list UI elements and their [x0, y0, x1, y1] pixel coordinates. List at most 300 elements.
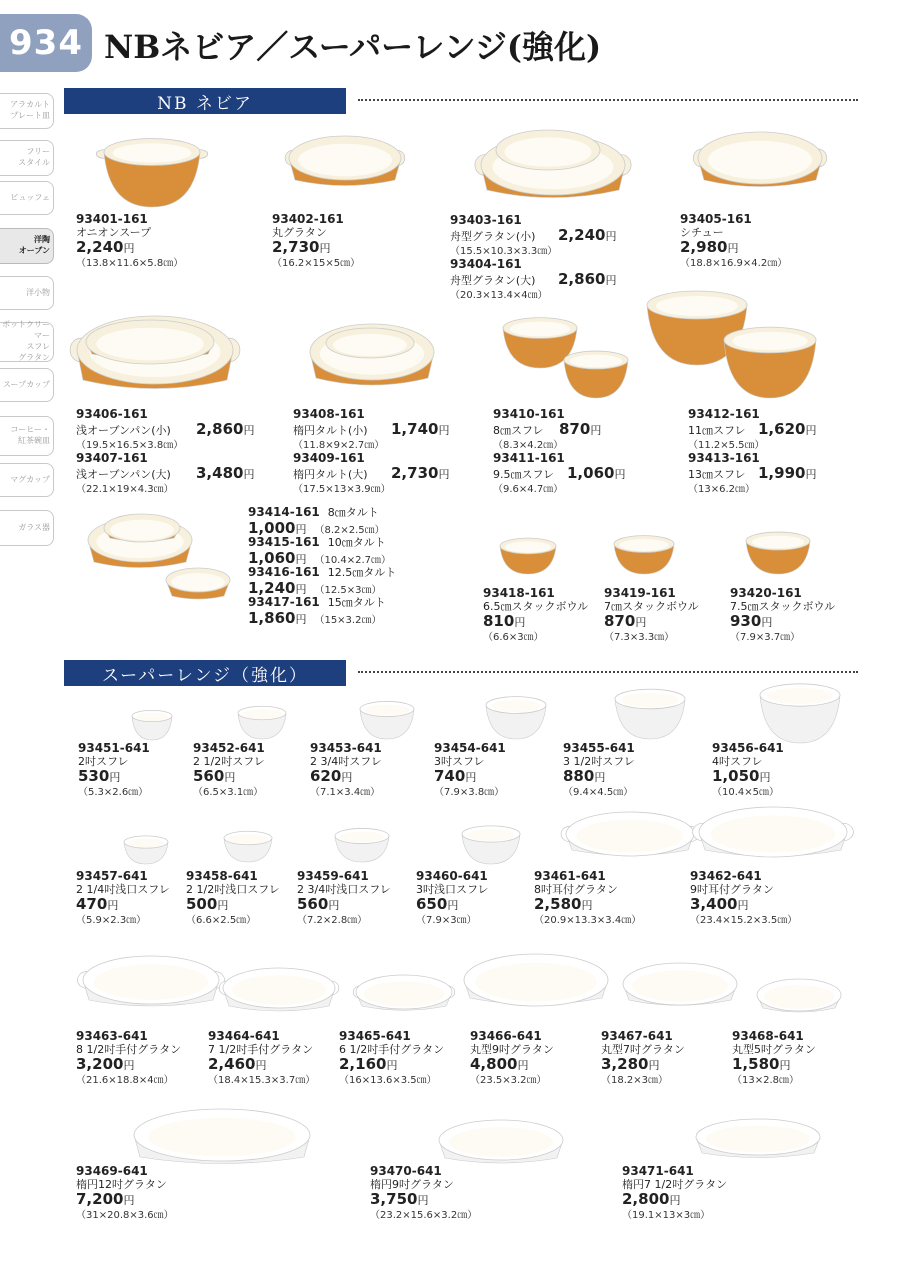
product-item — [339, 1030, 444, 1087]
product-code: 93463-641 — [76, 1029, 148, 1043]
product-dimensions: （10.4×2.7㎝） — [314, 555, 392, 566]
product-dimensions: （15×3.2㎝） — [314, 615, 382, 626]
product-name-price-row — [450, 271, 616, 289]
section-header-nb: NB ネビア — [64, 88, 346, 114]
product-code: 93452-641 — [193, 741, 265, 755]
currency-symbol: 円 — [295, 613, 307, 626]
product-name: 楕円12吋グラタン — [76, 1178, 167, 1191]
side-tab-label: 洋陶 — [34, 235, 50, 245]
side-tab-label: 紅茶碗皿 — [18, 436, 50, 445]
product-code: 93456-641 — [712, 741, 784, 755]
currency-symbol: 円 — [805, 468, 817, 481]
product-name: 4吋スフレ — [712, 755, 763, 768]
product-price — [558, 227, 616, 245]
product-code: 93402-161 — [272, 212, 344, 226]
product-name: 楕円7 1/2吋グラタン — [622, 1178, 728, 1191]
product-dimensions: （13.8×11.6×5.8㎝） — [76, 258, 184, 269]
product-dimensions: （18.2×3㎝） — [601, 1075, 669, 1086]
side-tab-label: スフレ — [26, 342, 50, 351]
product-dimensions: （18.8×16.9×4.2㎝） — [680, 258, 788, 269]
product-price — [470, 1056, 554, 1074]
dish-photo-93463 — [77, 956, 224, 1006]
product-name: 9.5㎝スフレ — [493, 468, 555, 481]
price-value: 560 — [193, 767, 225, 785]
product-code: 93413-161 — [688, 451, 760, 465]
dish-photo-93470 — [439, 1120, 563, 1163]
currency-symbol: 円 — [123, 1059, 135, 1072]
product-item — [248, 505, 385, 538]
product-dimensions: （7.1×3.4㎝） — [310, 787, 381, 798]
product-price — [272, 239, 360, 257]
product-code: 93420-161 — [730, 586, 802, 600]
product-item — [450, 257, 616, 303]
product-item — [186, 870, 280, 927]
product-name: 丸グラタン — [272, 226, 327, 239]
price-value: 3,280 — [601, 1055, 649, 1073]
product-code: 93457-641 — [76, 869, 148, 883]
dish-photo-93419 — [614, 536, 674, 574]
dish-photo-93451 — [132, 710, 172, 740]
product-price — [416, 896, 489, 914]
dish-photo-93461 — [561, 812, 699, 856]
currency-symbol: 円 — [328, 899, 340, 912]
product-price — [76, 1191, 174, 1209]
product-code-name-row — [248, 565, 396, 580]
currency-symbol: 円 — [243, 424, 255, 437]
product-item — [604, 587, 699, 644]
product-name: 3 1/2吋スフレ — [563, 755, 635, 768]
price-value: 740 — [434, 767, 466, 785]
currency-symbol: 円 — [614, 468, 626, 481]
product-dimensions: （23.4×15.2×3.5㎝） — [690, 915, 798, 926]
product-price — [297, 896, 391, 914]
product-code: 93404-161 — [450, 257, 522, 271]
dish-photo-93402 — [285, 136, 405, 186]
product-code: 93409-161 — [293, 451, 365, 465]
product-name-price-row — [293, 421, 449, 439]
product-item — [208, 1030, 315, 1087]
product-code: 93464-641 — [208, 1029, 280, 1043]
currency-symbol: 円 — [319, 242, 331, 255]
product-dimensions: （16.2×15×5㎝） — [272, 258, 361, 269]
product-name: 6.5㎝スタックボウル — [483, 600, 589, 613]
currency-symbol: 円 — [295, 523, 307, 536]
currency-symbol: 円 — [737, 899, 749, 912]
product-price — [567, 465, 625, 483]
currency-symbol: 円 — [759, 771, 771, 784]
product-name: 8吋耳付グラタン — [534, 883, 618, 896]
price-value: 560 — [297, 895, 329, 913]
product-name: 15㎝タルト — [327, 596, 386, 609]
product-name: 9吋耳付グラタン — [690, 883, 774, 896]
product-code: 93406-161 — [76, 407, 148, 421]
product-price — [680, 239, 787, 257]
product-item — [730, 587, 835, 644]
product-code: 93415-161 — [248, 535, 320, 549]
product-price — [690, 896, 797, 914]
product-price — [732, 1056, 816, 1074]
product-name: 丸型7吋グラタン — [601, 1043, 685, 1056]
product-item — [712, 742, 784, 799]
product-price — [534, 896, 641, 914]
product-dimensions: （6.5×3.1㎝） — [193, 787, 264, 798]
side-tab-label: スープカップ — [2, 379, 50, 389]
product-dimensions: （13×6.2㎝） — [688, 484, 756, 495]
product-dimensions: （19.1×13×3㎝） — [622, 1210, 711, 1221]
price-value: 880 — [563, 767, 595, 785]
product-dimensions: （11.8×9×2.7㎝） — [293, 440, 385, 451]
price-value: 2,580 — [534, 895, 582, 913]
product-name: 11㎝スフレ — [688, 424, 746, 437]
page-number: 934 — [0, 14, 92, 72]
product-dimensions: （18.4×15.3×3.7㎝） — [208, 1075, 316, 1086]
product-code: 93451-641 — [78, 741, 150, 755]
dish-photo-93405 — [693, 132, 826, 187]
price-value: 1,620 — [758, 420, 806, 438]
dish-photo-93457 — [124, 836, 168, 864]
product-item — [76, 213, 183, 270]
product-item — [293, 451, 449, 497]
product-dimensions: （23.5×3.2㎝） — [470, 1075, 547, 1086]
product-code: 93453-641 — [310, 741, 382, 755]
product-dimensions: （11.2×5.5㎝） — [688, 440, 765, 451]
product-code: 93465-641 — [339, 1029, 411, 1043]
product-name-price-row — [450, 227, 616, 245]
product-item — [272, 213, 360, 270]
currency-symbol: 円 — [727, 242, 739, 255]
price-value: 2,980 — [680, 238, 728, 256]
product-name: 3吋スフレ — [434, 755, 485, 768]
product-price — [370, 1191, 477, 1209]
product-code: 93471-641 — [622, 1164, 694, 1178]
product-item — [76, 870, 170, 927]
product-price — [76, 239, 183, 257]
side-tab-label: フリー — [26, 147, 50, 157]
product-item — [370, 1165, 477, 1222]
currency-symbol: 円 — [594, 771, 606, 784]
currency-symbol: 円 — [779, 1059, 791, 1072]
product-code: 93418-161 — [483, 586, 555, 600]
product-dimensions: （31×20.8×3.6㎝） — [76, 1210, 174, 1221]
product-price — [434, 768, 506, 786]
product-item — [297, 870, 391, 927]
product-name: 浅オーブンパン(大) — [76, 468, 171, 481]
product-price — [78, 768, 150, 786]
product-code: 93408-161 — [293, 407, 365, 421]
product-code: 93460-641 — [416, 869, 488, 883]
product-code-name-row — [248, 505, 385, 520]
price-value: 3,200 — [76, 1055, 124, 1073]
product-item — [732, 1030, 816, 1087]
product-name: 2 1/2吋スフレ — [193, 755, 265, 768]
product-item — [248, 565, 396, 598]
currency-symbol: 円 — [295, 583, 307, 596]
product-item — [434, 742, 506, 799]
dish-photo-93462 — [693, 807, 854, 857]
currency-symbol: 円 — [243, 468, 255, 481]
product-item — [78, 742, 150, 799]
product-price — [76, 896, 170, 914]
product-price — [601, 1056, 685, 1074]
product-price — [483, 613, 588, 631]
side-tab-label: ガラス器 — [18, 522, 50, 532]
dish-photo-93455 — [615, 689, 685, 739]
product-price — [558, 271, 616, 289]
dish-photo-93468 — [757, 979, 841, 1012]
product-name: オニオンスープ — [76, 226, 152, 239]
price-value: 530 — [78, 767, 110, 785]
side-tab-label: ビュッフェ — [10, 192, 50, 202]
price-value: 2,240 — [76, 238, 124, 256]
product-dimensions: （5.3×2.6㎝） — [78, 787, 149, 798]
product-code: 93405-161 — [680, 212, 752, 226]
product-name: 8㎝タルト — [327, 506, 379, 519]
product-name: 3吋浅口スフレ — [416, 883, 489, 896]
side-tab-label: プレート皿 — [10, 111, 50, 120]
page-title: NBネビア／スーパーレンジ(強化) — [104, 28, 602, 66]
dish-photo-93452 — [238, 706, 286, 739]
currency-symbol: 円 — [465, 771, 477, 784]
dish-photo-93469 — [134, 1109, 310, 1164]
dish-photo-93458 — [224, 831, 272, 862]
product-item — [680, 213, 787, 270]
dish-photo-93456 — [760, 684, 840, 743]
product-name-price-row — [76, 421, 254, 439]
product-name: 13㎝スフレ — [688, 468, 746, 481]
section-header-super: スーパーレンジ（強化） — [64, 660, 346, 686]
currency-symbol: 円 — [417, 1194, 429, 1207]
product-name: シチュー — [680, 226, 724, 239]
product-item — [483, 587, 588, 644]
dish-photo-93418 — [500, 538, 556, 574]
product-name: 浅オーブンパン(小) — [76, 424, 171, 437]
product-code: 93416-161 — [248, 565, 320, 579]
dish-photo-93467 — [623, 963, 737, 1005]
price-value: 1,990 — [758, 464, 806, 482]
product-code: 93461-641 — [534, 869, 606, 883]
product-price — [76, 1056, 181, 1074]
price-value: 2,730 — [391, 464, 439, 482]
product-price — [196, 465, 254, 483]
product-name: 楕円9吋グラタン — [370, 1178, 454, 1191]
product-name: 舟型グラタン(大) — [450, 274, 536, 287]
side-tab-label: スタイル — [18, 158, 50, 167]
product-name: 丸型9吋グラタン — [470, 1043, 554, 1056]
product-code: 93417-161 — [248, 595, 320, 609]
product-code: 93462-641 — [690, 869, 762, 883]
product-code: 93470-641 — [370, 1164, 442, 1178]
currency-symbol: 円 — [761, 616, 773, 629]
dish-photo-93464 — [219, 968, 339, 1011]
price-value: 3,400 — [690, 895, 738, 913]
dish-photo-93459 — [335, 828, 389, 862]
product-price — [193, 768, 265, 786]
currency-symbol: 円 — [123, 1194, 135, 1207]
product-name: 楕円タルト(小) — [293, 424, 368, 437]
product-name-price-row — [688, 465, 816, 483]
product-dimensions: （16×13.6×3.5㎝） — [339, 1075, 437, 1086]
product-price — [758, 421, 816, 439]
product-dimensions: （17.5×13×3.9㎝） — [293, 484, 391, 495]
dish-photo-93471 — [696, 1119, 820, 1158]
product-item — [193, 742, 265, 799]
product-dimensions: （19.5×16.5×3.8㎝） — [76, 440, 184, 451]
product-item — [76, 1165, 174, 1222]
price-value: 1,000 — [248, 519, 296, 537]
product-code: 93466-641 — [470, 1029, 542, 1043]
product-item — [601, 1030, 685, 1087]
product-name: 7 1/2吋手付グラタン — [208, 1043, 314, 1056]
currency-symbol: 円 — [123, 242, 135, 255]
currency-symbol: 円 — [648, 1059, 660, 1072]
product-item — [534, 870, 641, 927]
dish-photo-93420 — [746, 532, 810, 574]
product-code: 93469-641 — [76, 1164, 148, 1178]
currency-symbol: 円 — [255, 1059, 267, 1072]
product-dimensions: （10.4×5㎝） — [712, 787, 780, 798]
product-code: 93407-161 — [76, 451, 148, 465]
product-dimensions: （7.9×3㎝） — [416, 915, 477, 926]
product-price — [712, 768, 784, 786]
price-value: 2,240 — [558, 226, 606, 244]
product-dimensions: （6.6×2.5㎝） — [186, 915, 257, 926]
price-value: 2,860 — [196, 420, 244, 438]
dish-photo-93401 — [96, 139, 207, 207]
product-code: 93419-161 — [604, 586, 676, 600]
dish-photo-93454 — [486, 697, 546, 739]
price-value: 620 — [310, 767, 342, 785]
product-price — [391, 421, 449, 439]
currency-symbol: 円 — [341, 771, 353, 784]
dish-photo-93406 — [86, 320, 214, 364]
product-dimensions: （8.3×4.2㎝） — [493, 440, 564, 451]
product-dimensions: （8.2×2.5㎝） — [314, 525, 385, 536]
product-name-price-row — [688, 421, 816, 439]
currency-symbol: 円 — [635, 616, 647, 629]
currency-symbol: 円 — [605, 274, 617, 287]
price-value: 7,200 — [76, 1190, 124, 1208]
product-code: 93401-161 — [76, 212, 148, 226]
product-price — [339, 1056, 444, 1074]
product-name: 舟型グラタン(小) — [450, 230, 536, 243]
currency-symbol: 円 — [438, 424, 450, 437]
product-price — [758, 465, 816, 483]
product-item — [76, 1030, 181, 1087]
currency-symbol: 円 — [217, 899, 229, 912]
currency-symbol: 円 — [107, 899, 119, 912]
product-dimensions: （20.9×13.3×3.4㎝） — [534, 915, 642, 926]
price-value: 2,160 — [339, 1055, 387, 1073]
price-value: 2,860 — [558, 270, 606, 288]
side-tab-label: 洋小物 — [26, 287, 50, 297]
currency-symbol: 円 — [581, 899, 593, 912]
product-price — [559, 421, 601, 439]
product-item — [76, 407, 254, 453]
product-code: 93412-161 — [688, 407, 760, 421]
dish-photo-93408 — [326, 328, 414, 358]
currency-symbol: 円 — [605, 230, 617, 243]
product-price — [563, 768, 635, 786]
product-code: 93403-161 — [450, 213, 522, 227]
product-name: 10㎝タルト — [327, 536, 386, 549]
currency-symbol: 円 — [590, 424, 602, 437]
product-dimensions: （20.3×13.4×4㎝） — [450, 290, 548, 301]
product-price — [310, 768, 382, 786]
product-name-price-row — [293, 465, 449, 483]
product-item — [493, 407, 601, 453]
product-item — [563, 742, 635, 799]
product-name: 7.5㎝スタックボウル — [730, 600, 836, 613]
product-price — [248, 610, 306, 628]
product-code: 93410-161 — [493, 407, 565, 421]
dish-photo-93413 — [724, 327, 816, 398]
product-item — [310, 742, 382, 799]
dish-photo-93411 — [564, 351, 628, 398]
price-value: 3,480 — [196, 464, 244, 482]
price-value: 500 — [186, 895, 218, 913]
product-code: 93458-641 — [186, 869, 258, 883]
product-code-name-row — [248, 595, 386, 610]
product-dimensions: （7.9×3.7㎝） — [730, 632, 801, 643]
dish-photo-93403 — [496, 130, 600, 170]
price-value: 3,750 — [370, 1190, 418, 1208]
product-price — [208, 1056, 315, 1074]
product-dimensions: （7.9×3.8㎝） — [434, 787, 505, 798]
currency-symbol: 円 — [386, 1059, 398, 1072]
product-item — [622, 1165, 727, 1222]
product-dimensions: （12.5×3㎝） — [314, 585, 382, 596]
side-tab-label: ポットクリーマー — [2, 320, 50, 341]
dish-photo-93466 — [464, 954, 608, 1006]
product-name: 6 1/2吋手付グラタン — [339, 1043, 445, 1056]
product-dimensions: （23.2×15.6×3.2㎝） — [370, 1210, 478, 1221]
currency-symbol: 円 — [109, 771, 121, 784]
currency-symbol: 円 — [514, 616, 526, 629]
dish-photo-93416 — [104, 514, 180, 542]
price-value: 1,740 — [391, 420, 439, 438]
price-value: 2,730 — [272, 238, 320, 256]
product-code-name-row — [248, 535, 391, 550]
product-price-row — [248, 610, 386, 628]
price-value: 1,060 — [567, 464, 615, 482]
product-name: 12.5㎝タルト — [327, 566, 397, 579]
currency-symbol: 円 — [669, 1194, 681, 1207]
currency-symbol: 円 — [517, 1059, 529, 1072]
dish-photo-93453 — [360, 701, 414, 739]
currency-symbol: 円 — [438, 468, 450, 481]
product-code: 93455-641 — [563, 741, 635, 755]
price-value: 1,240 — [248, 579, 296, 597]
price-value: 870 — [559, 420, 591, 438]
product-item — [493, 451, 625, 497]
price-value: 930 — [730, 612, 762, 630]
product-name: 丸型5吋グラタン — [732, 1043, 816, 1056]
product-item — [248, 595, 386, 628]
product-price — [604, 613, 699, 631]
price-value: 2,460 — [208, 1055, 256, 1073]
product-code: 93414-161 — [248, 505, 320, 519]
product-code: 93411-161 — [493, 451, 565, 465]
price-value: 2,800 — [622, 1190, 670, 1208]
product-item — [450, 213, 616, 259]
product-price — [186, 896, 280, 914]
product-item — [688, 451, 816, 497]
product-name: 2 1/4吋浅口スフレ — [76, 883, 170, 896]
product-dimensions: （21.6×18.8×4㎝） — [76, 1075, 174, 1086]
product-item — [688, 407, 816, 453]
product-price — [391, 465, 449, 483]
product-name: 2 3/4吋浅口スフレ — [297, 883, 391, 896]
